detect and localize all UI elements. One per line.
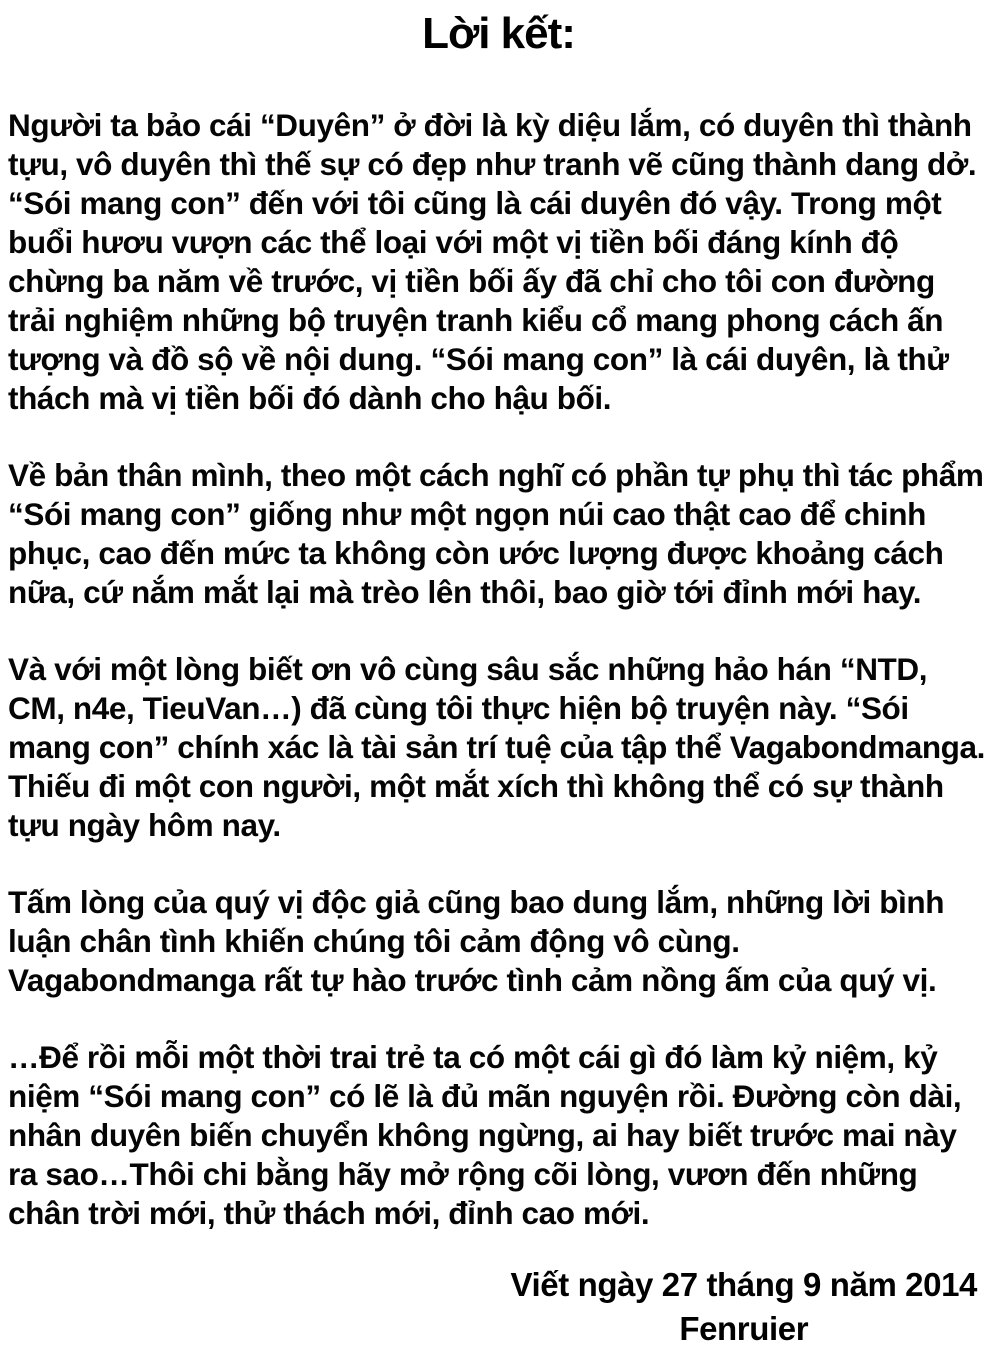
- paragraph-farewell: …Để rồi mỗi một thời trai trẻ ta có một cái gì đó làm kỷ niệm, kỷ niệm “Sói mang con” có lẽ là đủ mãn nguyện rồi. Đường còn dài, nhân duyên biến chuyển không ngừng, ai hay biết trước mai này ra sao…Thôi chi bằng hãy mở rộng cõi lòng, vươn đến những chân trời mới, thử thách mới, đỉnh cao mới.: [8, 1039, 962, 1232]
- paragraph-mountain: Về bản thân mình, theo một cách nghĩ có phần tự phụ thì tác phẩm “Sói mang con” giống như một ngọn núi cao thật cao để chinh phục, cao đến mức ta không còn ước lượng được khoảng cách nữa, cứ nắm mắt lại mà trèo lên thôi, bao giờ tới đỉnh mới hay.: [8, 457, 984, 611]
- page-title: Lời kết:: [422, 9, 575, 58]
- paragraph-readers: Tấm lòng của quý vị độc giả cũng bao dung lắm, những lời bình luận chân tình khiến chúng tôi cảm động vô cùng. Vagabondmanga rất tự hào trước tình cảm nồng ấm của quý vị.: [8, 884, 945, 999]
- signature-date: Viết ngày 27 tháng 9 năm 2014: [510, 1266, 977, 1304]
- signature-block: [511, 1263, 978, 1351]
- paragraph-fate: Người ta bảo cái “Duyên” ở đời là kỳ diệu lắm, có duyên thì thành tựu, vô duyên thì thế sự có đẹp như tranh vẽ cũng thành dang dở. “Sói mang con” đến với tôi cũng là cái duyên đó vậy. Trong một buổi hươu vượn các thể loại với một vị tiền bối đáng kính độ chừng ba năm về trước, vị tiền bối ấy đã chỉ cho tôi con đường trải nghiệm những bộ truyện tranh kiểu cổ mang phong cách ấn tượng và đồ sộ về nội dung. “Sói mang con” là cái duyên, là thử thách mà vị tiền bối đó dành cho hậu bối.: [8, 107, 977, 417]
- paragraph-gratitude: Và với một lòng biết ơn vô cùng sâu sắc những hảo hán “NTD, CM, n4e, TieuVan…) đã cùng tôi thực hiện bộ truyện này. “Sói mang con” chính xác là tài sản trí tuệ của tập thể Vagabondmanga. Thiếu đi một con người, một mắt xích thì không thể có sự thành tựu ngày hôm nay.: [8, 651, 985, 844]
- signature-author: Fenruier: [679, 1310, 809, 1348]
